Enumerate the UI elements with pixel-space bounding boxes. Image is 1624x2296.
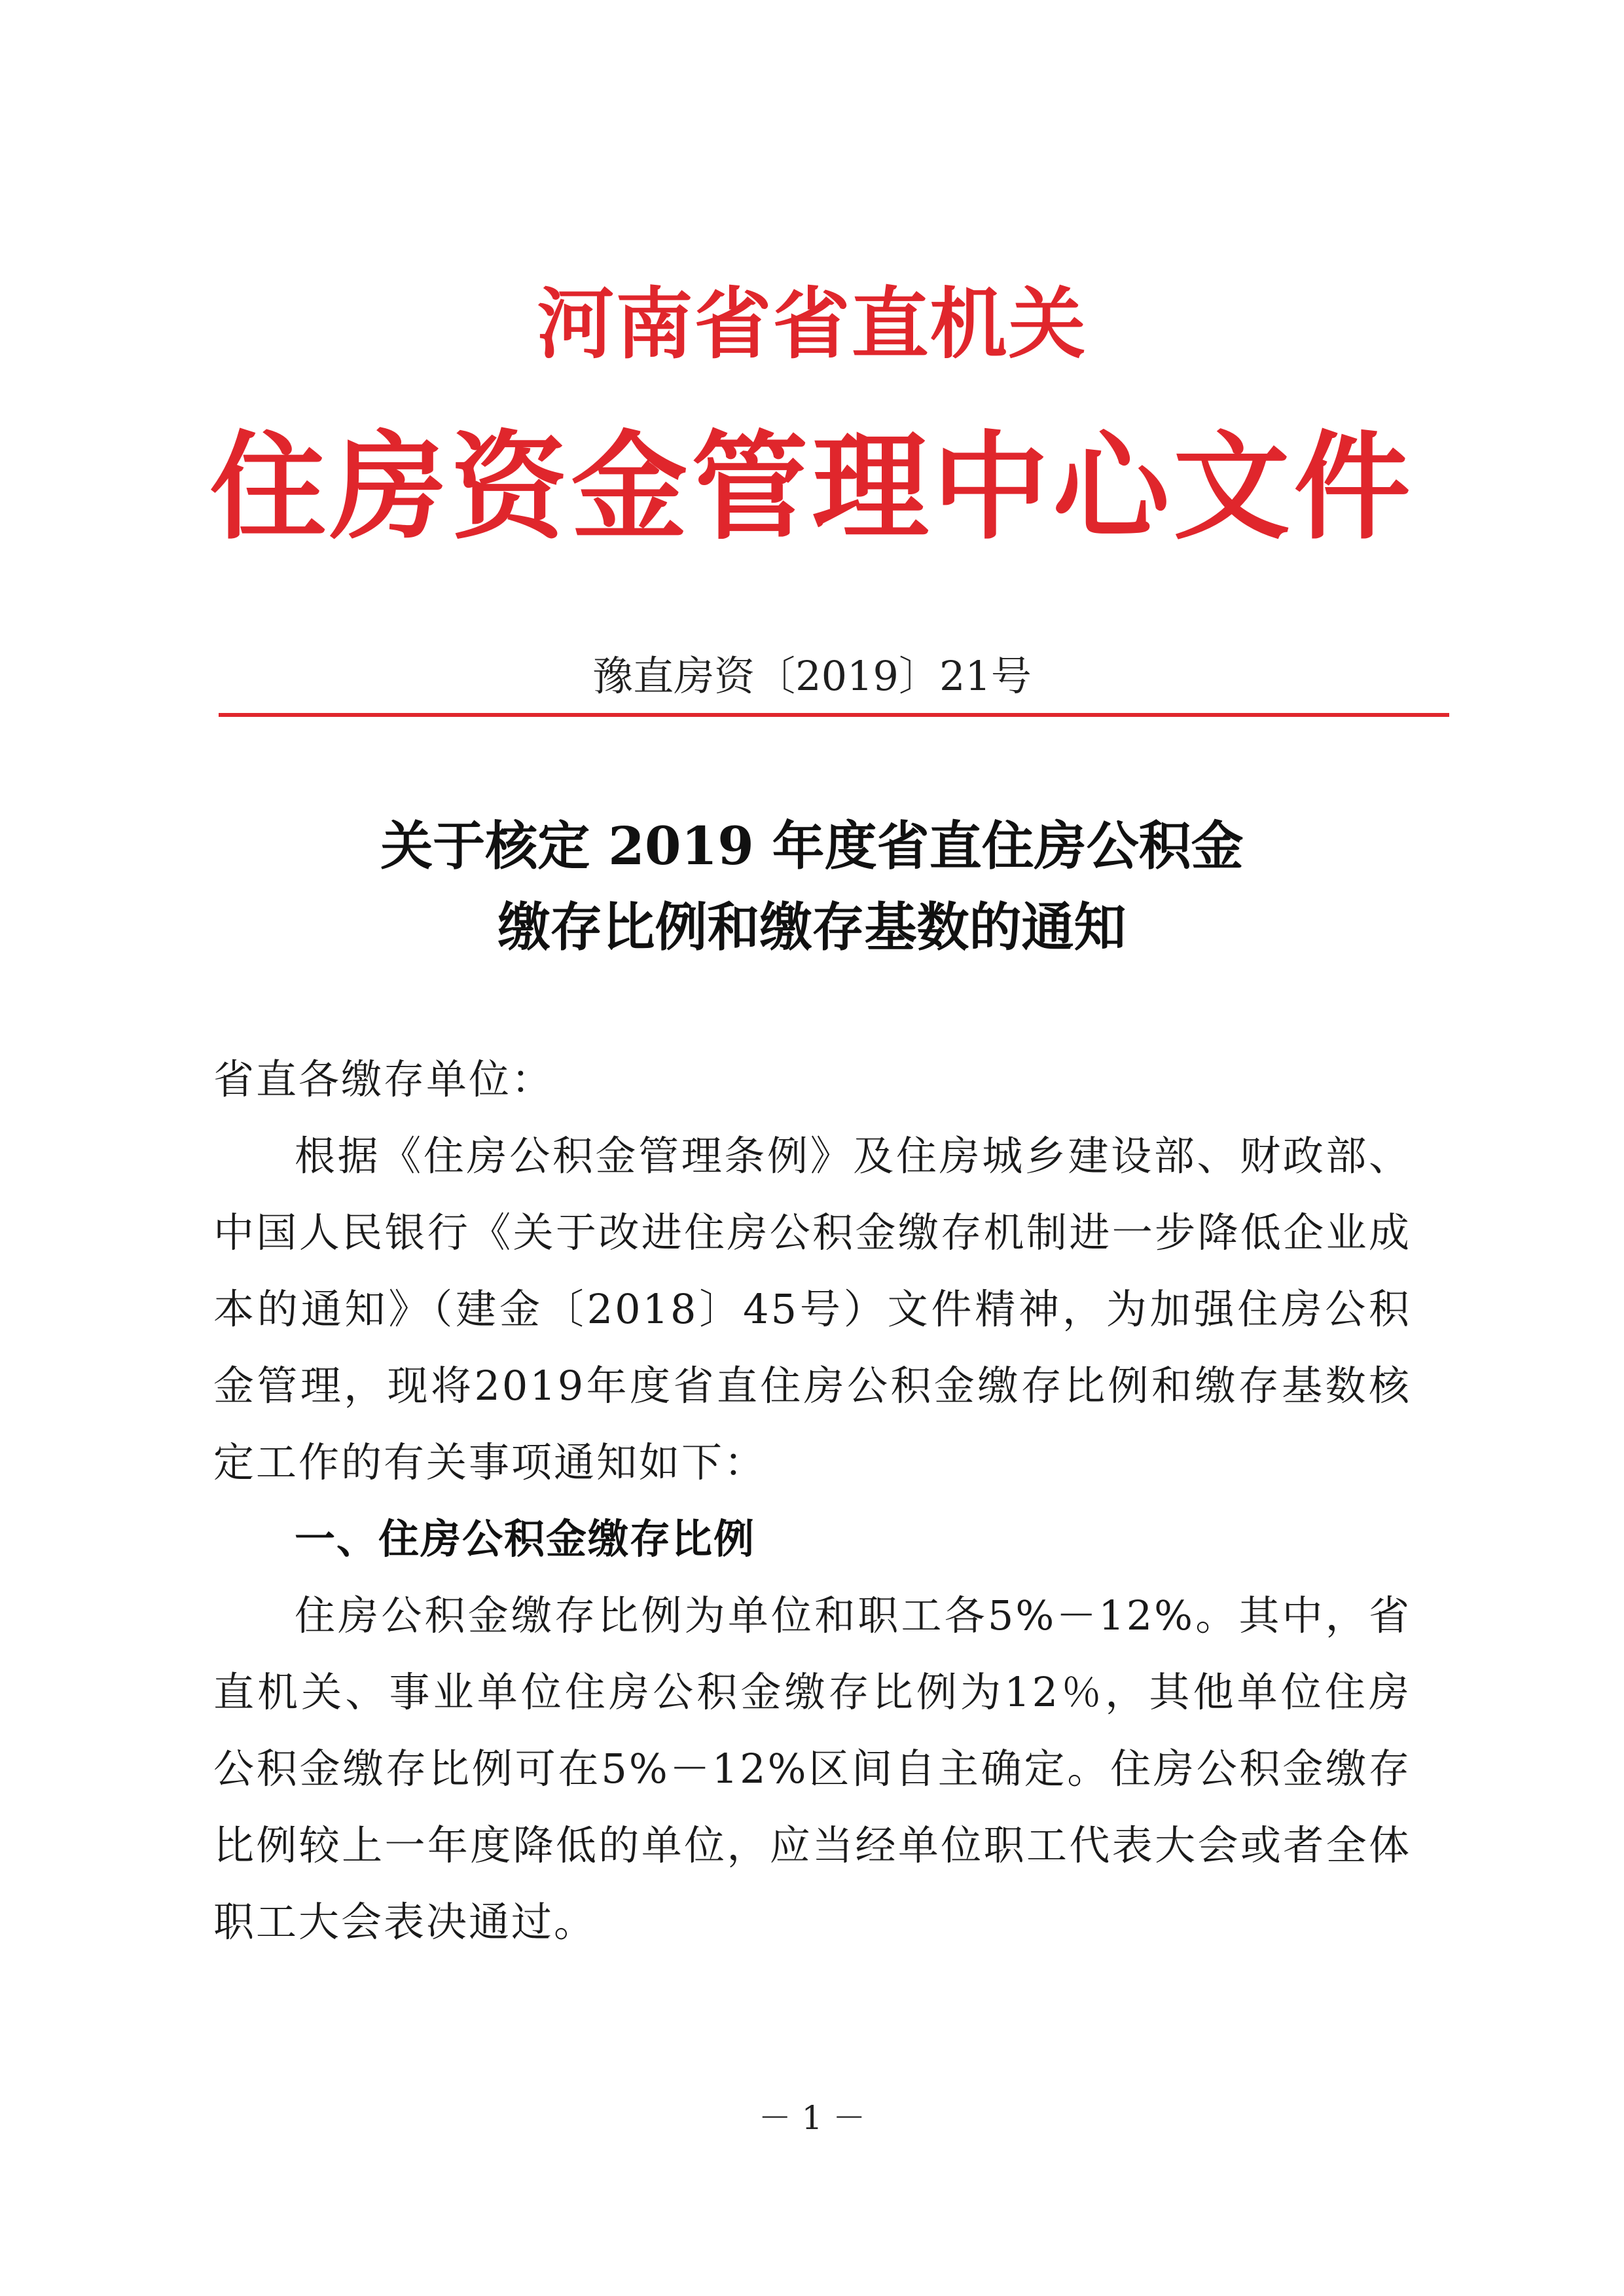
paragraph-intro bbox=[213, 1118, 1411, 1501]
paragraph-contribution-ratio-text: 住房公积金缴存比例为单位和职工各5%－12%。其中，省直机关、事业单位住房公积金缴存比例为12％，其他单位住房公积金缴存比例可在5%－12%区间自主确定。住房公积金缴存比例较上一年度降低的单位，应当经单位职工代表大会或者全体职工大会表决通过。 bbox=[213, 1592, 1411, 1946]
document-number: 豫直房资〔2019〕21号 bbox=[592, 652, 1032, 700]
document-title bbox=[0, 805, 1624, 968]
title-line1: 关于核定 2019 年度省直住房公积金 bbox=[380, 815, 1244, 877]
title-line2: 缴存比例和缴存基数的通知 bbox=[497, 896, 1127, 958]
issuer-name-line2: 住房资金管理中心文件 bbox=[209, 420, 1415, 555]
salutation-text: 省直各缴存单位： bbox=[213, 1055, 554, 1103]
red-divider-line bbox=[219, 713, 1449, 717]
section-heading-1: 一、住房公积金缴存比例 bbox=[295, 1515, 756, 1563]
issuer-name-line1: 河南省省直机关 bbox=[537, 279, 1087, 369]
paragraph-contribution-ratio bbox=[213, 1577, 1411, 1960]
salutation bbox=[213, 1041, 1411, 1118]
paragraph-intro-text: 根据《住房公积金管理条例》及住房城乡建设部、财政部、中国人民银行《关于改进住房公积金缴存机制进一步降低企业成本的通知》（建金〔2018〕45号）文件精神，为加强住房公积金管理，现将2019年度省直住房公积金缴存比例和缴存基数核定工作的有关事项通知如下： bbox=[213, 1132, 1411, 1486]
page-number: － 1 － bbox=[758, 2099, 866, 2137]
